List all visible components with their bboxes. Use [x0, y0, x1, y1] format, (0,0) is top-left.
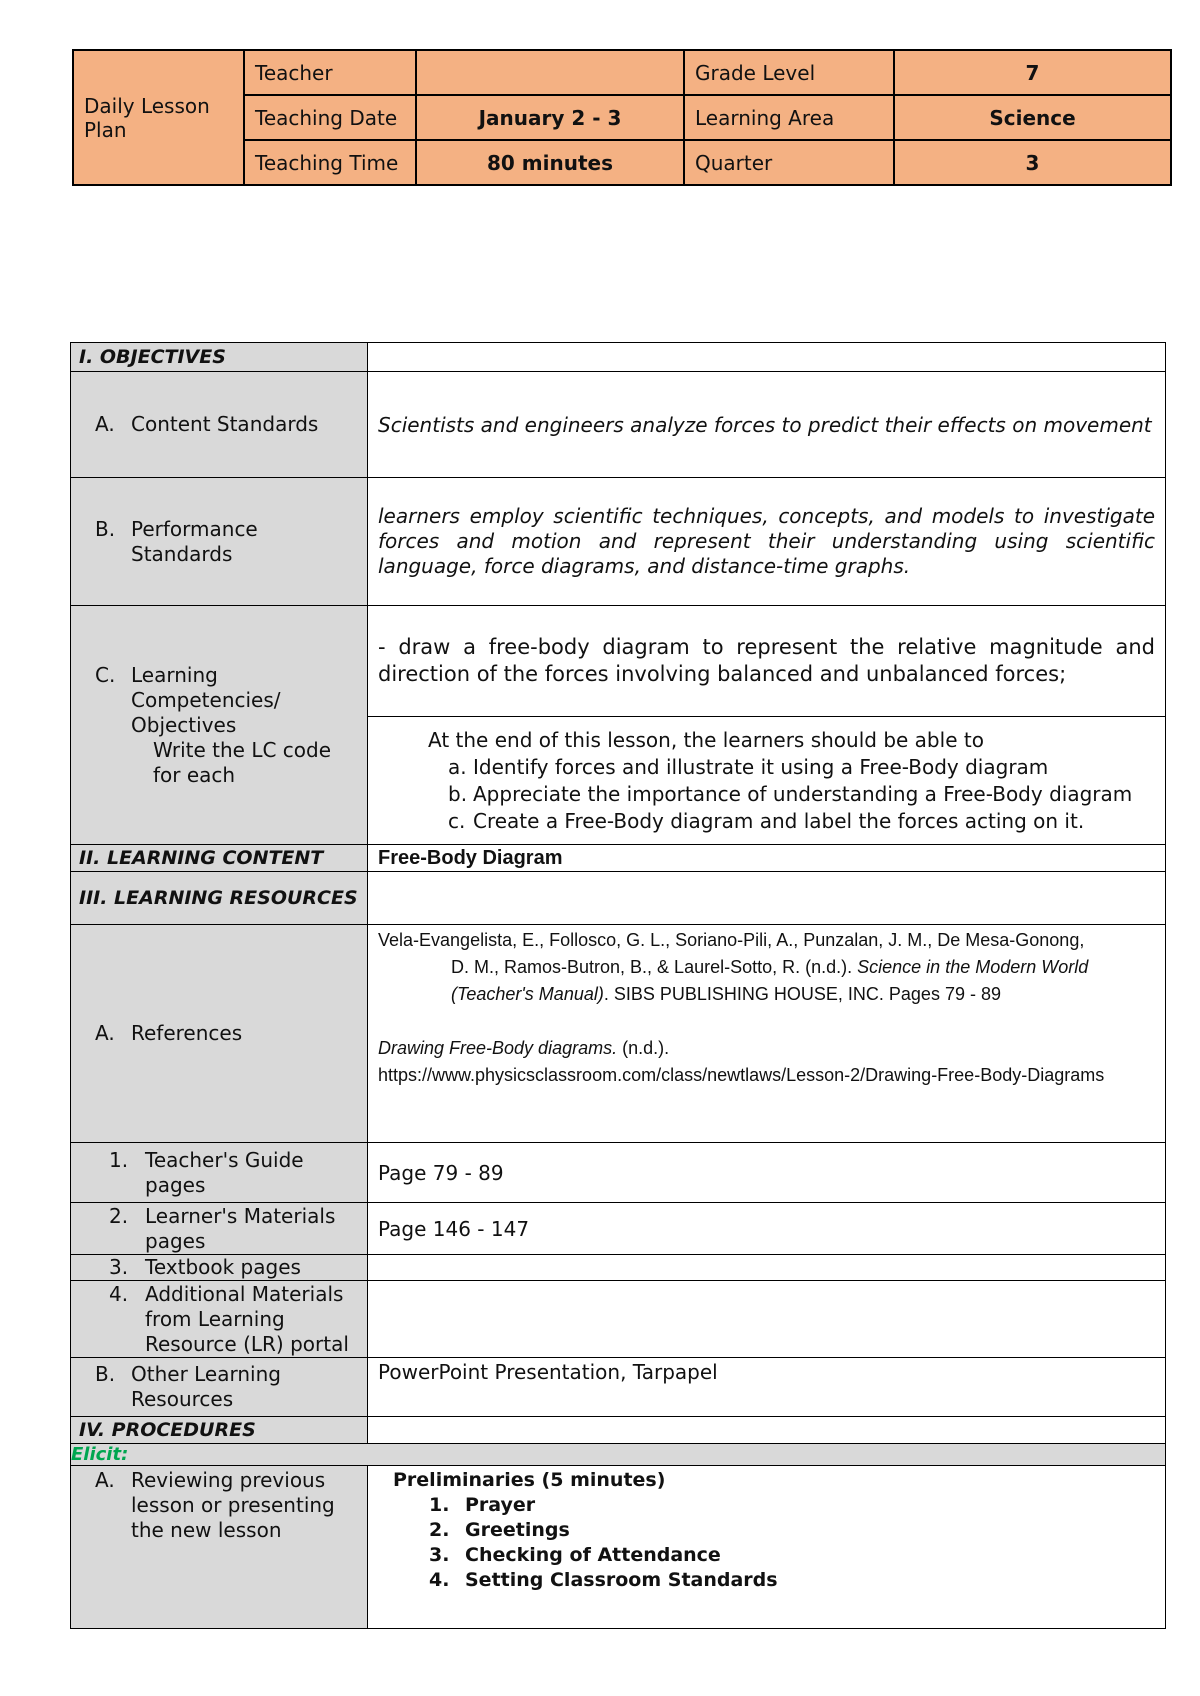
- marker: 2.: [429, 1519, 450, 1541]
- elicit-phase-label: Elicit:: [71, 1444, 1166, 1466]
- other-resources-label-cell: [71, 1358, 368, 1417]
- textbook-label: Textbook pages: [145, 1255, 301, 1279]
- learners-materials-value: Page 146 - 147: [368, 1203, 1166, 1255]
- teacher-label: Teacher: [244, 50, 416, 95]
- preliminary-text: Checking of Attendance: [465, 1544, 721, 1566]
- teachers-guide-label-cell: [71, 1143, 368, 1203]
- reference-2-date: (n.d.).: [617, 1038, 670, 1058]
- list-item: [448, 808, 1155, 835]
- other-resources-label: Other Learning Resources: [131, 1362, 281, 1411]
- performance-standards-value: learners employ scientific techniques, concepts, and models to investigate forces and motion and represent their understanding using scientific language, force diagrams, and distance-time graphs.: [368, 478, 1166, 606]
- teachers-guide-value: Page 79 - 89: [368, 1143, 1166, 1203]
- lesson-plan-table: [70, 342, 1166, 1629]
- performance-standards-label: Performance Standards: [131, 516, 258, 566]
- marker: 3.: [429, 1544, 450, 1566]
- learning-area-label: Learning Area: [684, 95, 894, 140]
- marker: 3.: [109, 1255, 129, 1279]
- reference-2-title: Drawing Free-Body diagrams.: [378, 1038, 618, 1058]
- additional-materials-label-cell: [71, 1281, 368, 1358]
- reference-1-authors: Vela-Evangelista, E., Follosco, G. L., Soriano-Pili, A., Punzalan, J. M., De Mesa-Gonong,: [378, 930, 1085, 950]
- learners-materials-label: Learner's Materials pages: [145, 1203, 336, 1253]
- preliminary-text: Prayer: [465, 1494, 536, 1516]
- preliminary-text: Setting Classroom Standards: [465, 1569, 778, 1591]
- reference-2-url[interactable]: https://www.physicsclassroom.com/class/newtlaws/Lesson-2/Drawing-Free-Body-Diagrams: [378, 1065, 1105, 1085]
- reference-1: [378, 927, 1155, 1008]
- lc-code-note: Write the LC code for each: [153, 737, 332, 787]
- grade-level-value: 7: [894, 50, 1171, 95]
- learning-content-value: Free-Body Diagram: [368, 845, 1166, 872]
- marker: b.: [448, 781, 468, 806]
- objectives-heading-value: [368, 343, 1166, 372]
- list-item: [429, 1543, 1155, 1568]
- preliminaries-heading: Preliminaries (5 minutes): [393, 1469, 666, 1491]
- list-item: [448, 754, 1155, 781]
- objectives-intro: At the end of this lesson, the learners should be able to: [428, 727, 984, 752]
- learning-competencies-label: Learning Competencies/ Objectives: [131, 662, 281, 737]
- learning-resources-heading-value: [368, 872, 1166, 925]
- marker: C.: [95, 662, 116, 687]
- objective-text: Identify forces and illustrate it using a Free-Body diagram: [473, 754, 1049, 779]
- reference-1-title: Science in the Modern World (Teacher's Manual): [451, 957, 1089, 1004]
- teacher-value: [416, 50, 684, 95]
- marker: 4.: [429, 1569, 450, 1591]
- reference-1-authors-cont: D. M., Ramos-Butron, B., & Laurel-Sotto, R. (n.d.).: [451, 957, 858, 977]
- marker: 1.: [109, 1147, 129, 1172]
- competency-text: - draw a free-body diagram to represent the relative magnitude and direction of the forces involving balanced and unbalanced forces;: [368, 606, 1166, 717]
- list-item: [429, 1518, 1155, 1543]
- additional-materials-label: Additional Materials from Learning Resource (LR) portal: [145, 1281, 349, 1356]
- quarter-label: Quarter: [684, 140, 894, 185]
- objective-text: Create a Free-Body diagram and label the forces acting on it.: [473, 808, 1085, 833]
- learning-content-heading: II. LEARNING CONTENT: [71, 845, 368, 872]
- marker: 4.: [109, 1281, 129, 1306]
- content-standards-value: Scientists and engineers analyze forces to predict their effects on movement: [368, 372, 1166, 478]
- preliminaries-cell: [368, 1466, 1166, 1629]
- content-standards-label-cell: [71, 372, 368, 478]
- objectives-list: [378, 754, 1155, 835]
- teaching-date-label: Teaching Date: [244, 95, 416, 140]
- procedures-heading: IV. PROCEDURES: [71, 1417, 368, 1444]
- marker: a.: [448, 754, 467, 779]
- textbook-value: [368, 1255, 1166, 1281]
- review-lesson-label: Reviewing previous lesson or presenting the new lesson: [131, 1468, 335, 1542]
- marker: A.: [95, 1468, 115, 1492]
- objective-text: Appreciate the importance of understanding a Free-Body diagram: [473, 781, 1133, 806]
- objectives-heading: I. OBJECTIVES: [71, 343, 368, 372]
- references-label-cell: [71, 925, 368, 1143]
- reference-2: [378, 1035, 1155, 1089]
- marker: B.: [95, 516, 116, 541]
- marker: A.: [95, 1021, 115, 1045]
- preliminary-text: Greetings: [465, 1519, 570, 1541]
- lesson-header-table: [72, 49, 1172, 186]
- marker: 2.: [109, 1203, 129, 1228]
- grade-level-label: Grade Level: [684, 50, 894, 95]
- learners-materials-label-cell: [71, 1203, 368, 1255]
- textbook-label-cell: [71, 1255, 368, 1281]
- review-lesson-label-cell: [71, 1466, 368, 1629]
- other-resources-value: PowerPoint Presentation, Tarpapel: [368, 1358, 1166, 1417]
- learning-area-value: Science: [894, 95, 1171, 140]
- daily-lesson-plan-label: Daily Lesson Plan: [73, 50, 244, 185]
- teaching-time-label: Teaching Time: [244, 140, 416, 185]
- preliminaries-list: [393, 1493, 1155, 1593]
- content-standards-label: Content Standards: [131, 412, 319, 436]
- learning-resources-heading: III. LEARNING RESOURCES: [71, 872, 368, 925]
- references-value: [368, 925, 1166, 1143]
- marker: B.: [95, 1362, 116, 1386]
- learning-competencies-label-cell: [71, 606, 368, 845]
- teaching-date-value: January 2 - 3: [416, 95, 684, 140]
- list-item: [448, 781, 1155, 808]
- teachers-guide-label: Teacher's Guide pages: [145, 1147, 304, 1197]
- marker: A.: [95, 412, 115, 436]
- reference-1-publisher: . SIBS PUBLISHING HOUSE, INC. Pages 79 - 89: [603, 984, 1001, 1004]
- additional-materials-value: [368, 1281, 1166, 1358]
- teaching-time-value: 80 minutes: [416, 140, 684, 185]
- list-item: [429, 1568, 1155, 1593]
- procedures-heading-value: [368, 1417, 1166, 1444]
- objectives-list-cell: [368, 717, 1166, 845]
- performance-standards-label-cell: [71, 478, 368, 606]
- references-label: References: [131, 1021, 243, 1045]
- list-item: [429, 1493, 1155, 1518]
- quarter-value: 3: [894, 140, 1171, 185]
- marker: 1.: [429, 1494, 450, 1516]
- marker: c.: [448, 808, 466, 833]
